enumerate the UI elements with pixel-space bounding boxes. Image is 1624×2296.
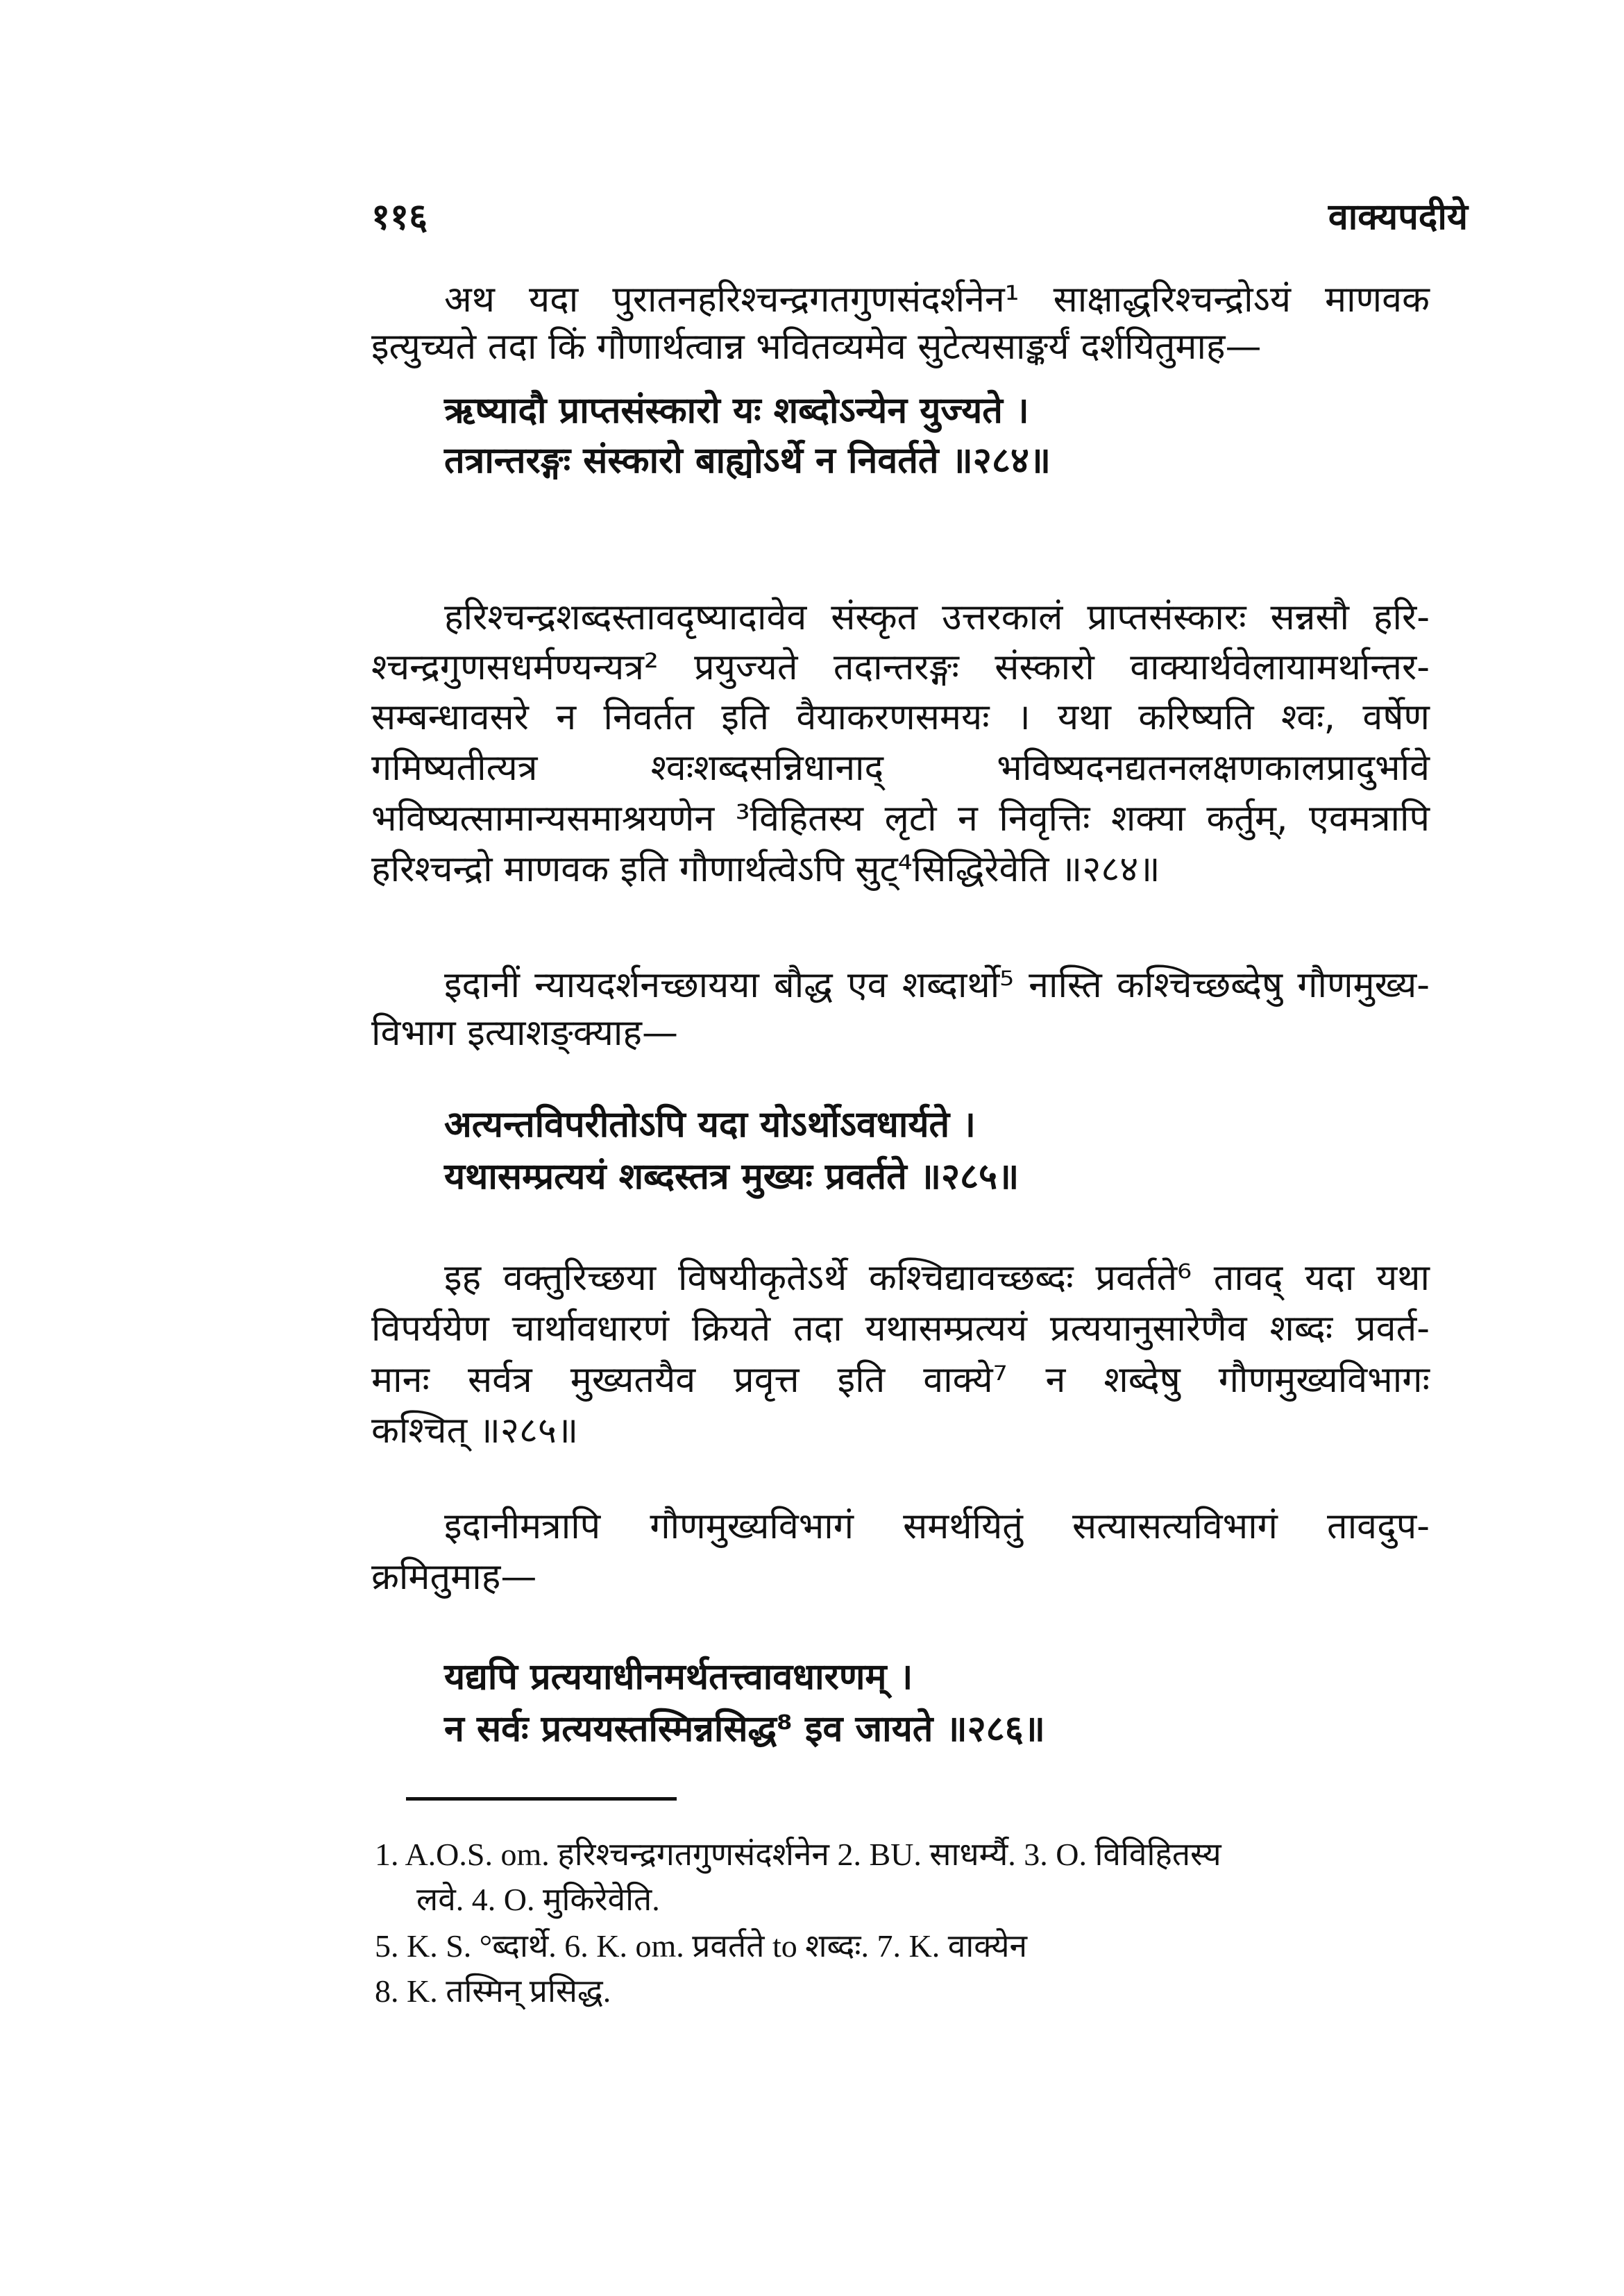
verse-line: न सर्वः प्रत्ययस्तस्मिन्नसिद्ध⁸ इव जायते ॥२८६॥ bbox=[444, 1708, 1045, 1750]
verse-line: तत्रान्तरङ्गः संस्कारो बाह्योऽर्थे न निवर्तते ॥२८४॥ bbox=[444, 440, 1051, 482]
verse-line: ऋष्यादौ प्राप्तसंस्कारो यः शब्दोऽन्येन युज्यते । bbox=[444, 390, 1029, 432]
page-number: ११६ bbox=[371, 196, 428, 238]
text-line: इह वक्तुरिच्छया विषयीकृतेऽर्थे कश्चिद्यावच्छब्दः प्रवर्तते⁶ तावद् यदा यथा bbox=[444, 1257, 1430, 1299]
text-line: कश्चित् ॥२८५॥ bbox=[371, 1410, 579, 1452]
text-line: हरिश्चन्द्रशब्दस्तावदृष्यादावेव संस्कृत उत्तरकालं प्राप्तसंस्कारः सन्नसौ हरि- bbox=[444, 597, 1430, 638]
text-line: विभाग इत्याशङ्क्याह— bbox=[371, 1012, 678, 1054]
footnote-line: 5. K. S. °ब्दार्थे. 6. K. om. प्रवर्तते to शब्दः. 7. K. वाक्येन bbox=[375, 1928, 1028, 1964]
text-line: क्रमितुमाह— bbox=[371, 1556, 537, 1598]
footnote-rule bbox=[406, 1797, 677, 1801]
text-line: अथ यदा पुरातनहरिश्चन्द्रगतगुणसंदर्शनेन¹ साक्षाद्धरिश्चन्द्रोऽयं माणवक bbox=[444, 279, 1430, 321]
verse-line: यथासम्प्रत्ययं शब्दस्तत्र मुख्यः प्रवर्तते ॥२८५॥ bbox=[444, 1156, 1020, 1198]
footnote-line: 8. K. तस्मिन् प्रसिद्ध. bbox=[375, 1973, 611, 2009]
text-line: इदानीं न्यायदर्शनच्छायया बौद्ध एव शब्दार्थो⁵ नास्ति कश्चिच्छब्देषु गौणमुख्य- bbox=[444, 964, 1430, 1006]
text-line: इत्युच्यते तदा किं गौणार्थत्वान्न भवितव्यमेव सुटेत्यसाङ्कर्यं दर्शयितुमाह— bbox=[371, 326, 1262, 368]
text-line: इदानीमत्रापि गौणमुख्यविभागं समर्थयितुं सत्यासत्यविभागं तावदुप- bbox=[444, 1506, 1430, 1547]
verse-line: अत्यन्तविपरीतोऽपि यदा योऽर्थोऽवधार्यते । bbox=[444, 1104, 976, 1146]
text-line: गमिष्यतीत्यत्र श्वःशब्दसन्निधानाद् भविष्यदनद्यतनलक्षणकालप्रादुर्भावे bbox=[371, 747, 1430, 789]
footnote-line: 1. A.O.S. om. हरिश्चन्द्रगतगुणसंदर्शनेन 2. BU. साधर्म्यै. 3. O. विविहितस्य bbox=[375, 1837, 1221, 1872]
text-line: श्चन्द्रगुणसधर्मण्यन्यत्र² प्रयुज्यते तदान्तरङ्गः संस्कारो वाक्यार्थवेलायामर्थान्तर- bbox=[371, 647, 1430, 688]
text-line: सम्बन्धावसरे न निवर्तत इति वैयाकरणसमयः । यथा करिष्यति श्वः, वर्षेण bbox=[371, 697, 1430, 738]
verse-line: यद्यपि प्रत्ययाधीनमर्थतत्त्वावधारणम् । bbox=[444, 1656, 913, 1698]
text-line: भविष्यत्सामान्यसमाश्रयणेन ³विहितस्य लृटो न निवृत्तिः शक्या कर्तुम्, एवमत्रापि bbox=[371, 798, 1430, 840]
text-line: हरिश्चन्द्रो माणवक इति गौणार्थत्वेऽपि सुट्⁴सिद्धिरेवेति ॥२८४॥ bbox=[371, 849, 1160, 890]
text-line: विपर्ययेण चार्थावधारणं क्रियते तदा यथासम्प्रत्ययं प्रत्ययानुसारेणैव शब्दः प्रवर्त- bbox=[371, 1308, 1430, 1350]
text-line: मानः सर्वत्र मुख्यतयैव प्रवृत्त इति वाक्ये⁷ न शब्देषु गौणमुख्यविभागः bbox=[371, 1359, 1430, 1401]
running-title: वाक्यपदीये bbox=[1328, 196, 1468, 238]
footnote-line: लवे. 4. O. मुकिरेवेति. bbox=[416, 1882, 660, 1917]
